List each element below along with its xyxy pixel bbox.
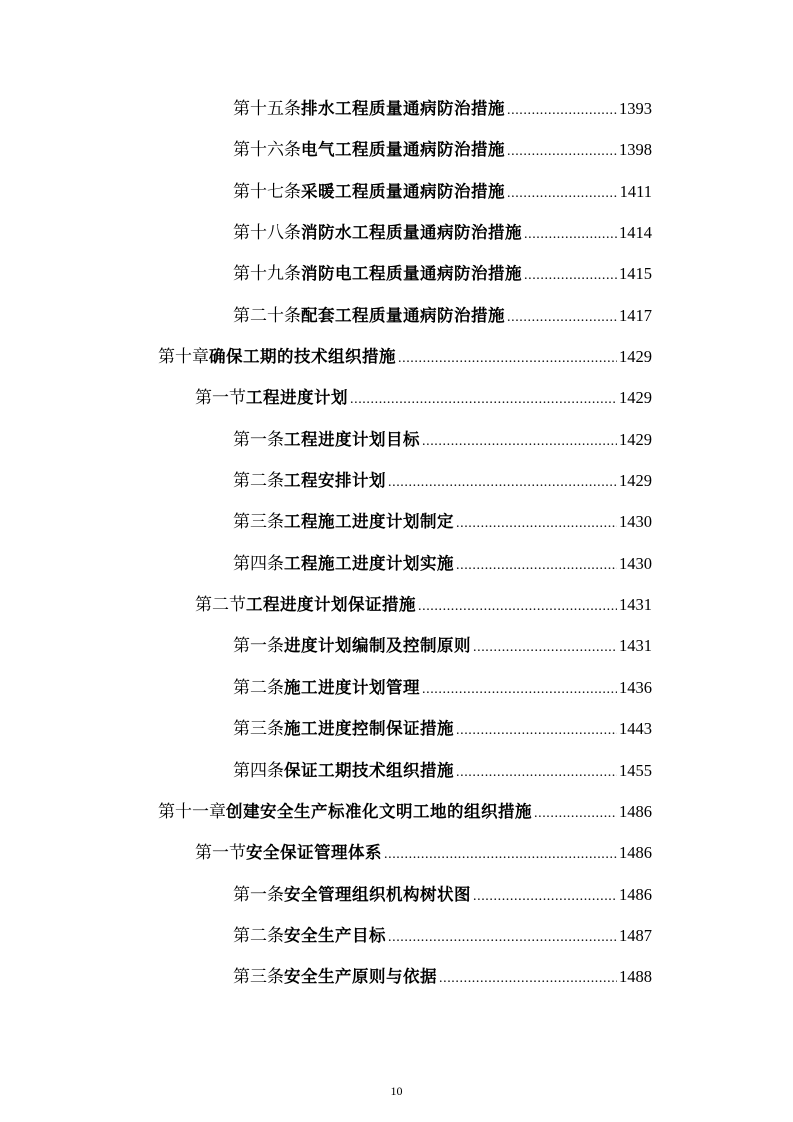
toc-entry-title: 安全生产原则与依据 (284, 967, 437, 987)
toc-dot-leader (473, 627, 617, 668)
table-of-contents (0, 88, 793, 998)
toc-entry-page: 1431 (619, 636, 652, 656)
toc-entry-prefix: 第一条 (233, 636, 284, 657)
toc-entry-section-2[interactable] (0, 584, 793, 625)
toc-dot-leader (507, 297, 617, 338)
toc-dot-leader (456, 752, 617, 793)
toc-entry-article-2[interactable] (0, 915, 793, 956)
toc-entry-section-1[interactable] (0, 377, 793, 418)
toc-entry-title: 工程进度计划 (246, 388, 348, 408)
toc-entry-prefix: 第十一章 (158, 801, 226, 822)
toc-entry-page: 1429 (619, 388, 652, 408)
toc-entry-title: 工程进度计划目标 (284, 429, 420, 449)
toc-entry-title: 工程施工进度计划制定 (284, 512, 454, 532)
toc-dot-leader (439, 958, 617, 999)
toc-dot-leader (456, 503, 617, 544)
toc-dot-leader (524, 214, 617, 255)
toc-entry-chapter-11[interactable] (0, 791, 793, 832)
toc-entry-title: 安全生产目标 (284, 925, 386, 945)
toc-dot-leader (398, 338, 617, 379)
toc-entry-article-17[interactable] (0, 171, 793, 212)
toc-entry-prefix: 第十七条 (233, 181, 301, 202)
toc-entry-page: 1431 (619, 595, 652, 615)
toc-entry-page: 1488 (619, 967, 652, 987)
toc-entry-title: 施工进度计划管理 (284, 677, 420, 697)
toc-entry-article-20[interactable] (0, 295, 793, 336)
toc-entry-prefix: 第三条 (233, 719, 284, 740)
toc-entry-prefix: 第二十条 (233, 305, 301, 326)
toc-entry-article-3[interactable] (0, 708, 793, 749)
toc-entry-chapter-10[interactable] (0, 336, 793, 377)
toc-entry-article-18[interactable] (0, 212, 793, 253)
toc-entry-title: 消防电工程质量通病防治措施 (301, 264, 522, 284)
toc-dot-leader (507, 173, 618, 214)
toc-entry-section-1[interactable] (0, 832, 793, 873)
toc-entry-article-3[interactable] (0, 501, 793, 542)
toc-entry-title: 采暖工程质量通病防治措施 (301, 181, 505, 201)
toc-entry-prefix: 第十九条 (233, 264, 301, 285)
toc-entry-article-4[interactable] (0, 543, 793, 584)
toc-entry-page: 1429 (619, 429, 652, 449)
toc-entry-title: 排水工程质量通病防治措施 (301, 99, 505, 118)
toc-entry-page: 1487 (619, 925, 652, 945)
toc-entry-article-3[interactable] (0, 956, 793, 997)
toc-entry-title: 配套工程质量通病防治措施 (301, 305, 505, 325)
toc-entry-page: 1429 (619, 471, 652, 491)
toc-entry-page: 1436 (619, 677, 652, 697)
toc-dot-leader (418, 586, 617, 627)
toc-entry-page: 1429 (619, 347, 652, 367)
toc-entry-prefix: 第十章 (158, 347, 209, 368)
toc-entry-title: 安全管理组织机构树状图 (284, 884, 471, 904)
toc-entry-title: 工程进度计划保证措施 (246, 595, 416, 615)
toc-entry-page: 1415 (619, 264, 652, 284)
toc-entry-article-19[interactable] (0, 253, 793, 294)
toc-entry-prefix: 第二条 (233, 925, 284, 946)
toc-entry-article-1[interactable] (0, 625, 793, 666)
toc-entry-article-4[interactable] (0, 750, 793, 791)
toc-entry-page: 1443 (619, 719, 652, 739)
toc-entry-page: 1411 (619, 181, 652, 201)
toc-dot-leader (524, 255, 617, 296)
toc-entry-prefix: 第二条 (233, 471, 284, 492)
toc-dot-leader (422, 421, 617, 462)
toc-dot-leader (384, 834, 617, 875)
toc-entry-prefix: 第三条 (233, 512, 284, 533)
toc-entry-article-2[interactable] (0, 460, 793, 501)
toc-entry-prefix: 第一节 (195, 388, 246, 409)
toc-entry-article-1[interactable] (0, 874, 793, 915)
toc-entry-title: 消防水工程质量通病防治措施 (301, 223, 522, 243)
toc-entry-title: 电气工程质量通病防治措施 (301, 140, 505, 160)
toc-dot-leader (388, 462, 617, 503)
toc-entry-title: 确保工期的技术组织措施 (209, 347, 396, 367)
toc-entry-page: 1486 (619, 801, 652, 821)
toc-dot-leader (456, 545, 617, 586)
toc-entry-page: 1430 (619, 512, 652, 532)
toc-entry-article-16[interactable] (0, 129, 793, 170)
toc-entry-prefix: 第二节 (195, 595, 246, 616)
toc-dot-leader (507, 131, 617, 172)
toc-entry-article-15[interactable] (0, 88, 793, 129)
toc-entry-prefix: 第一条 (233, 429, 284, 450)
toc-entry-prefix: 第十八条 (233, 223, 301, 244)
toc-entry-title: 安全保证管理体系 (246, 843, 382, 863)
toc-dot-leader (456, 710, 617, 751)
toc-dot-leader (473, 876, 617, 917)
toc-entry-prefix: 第十五条 (233, 99, 301, 119)
toc-entry-title: 创建安全生产标准化文明工地的组织措施 (226, 801, 532, 821)
toc-entry-page: 1455 (619, 760, 652, 780)
toc-entry-prefix: 第一节 (195, 843, 246, 864)
toc-entry-page: 1393 (619, 99, 652, 118)
toc-entry-article-2[interactable] (0, 667, 793, 708)
toc-entry-page: 1417 (619, 305, 652, 325)
toc-dot-leader (534, 793, 617, 834)
toc-entry-prefix: 第二条 (233, 677, 284, 698)
toc-entry-title: 进度计划编制及控制原则 (284, 636, 471, 656)
toc-entry-page: 1486 (619, 843, 652, 863)
toc-entry-page: 1398 (619, 140, 652, 160)
toc-entry-page: 1430 (619, 553, 652, 573)
toc-dot-leader (422, 669, 617, 710)
toc-entry-article-1[interactable] (0, 419, 793, 460)
toc-entry-title: 保证工期技术组织措施 (284, 760, 454, 780)
toc-entry-prefix: 第十六条 (233, 140, 301, 161)
toc-dot-leader (350, 379, 617, 420)
toc-dot-leader (388, 917, 617, 958)
toc-entry-prefix: 第四条 (233, 760, 284, 781)
toc-entry-page: 1486 (619, 884, 652, 904)
toc-entry-title: 施工进度控制保证措施 (284, 719, 454, 739)
toc-entry-title: 工程安排计划 (284, 471, 386, 491)
toc-dot-leader (507, 90, 617, 131)
toc-entry-page: 1414 (619, 223, 652, 243)
toc-entry-prefix: 第三条 (233, 967, 284, 988)
toc-entry-title: 工程施工进度计划实施 (284, 553, 454, 573)
page-number: 10 (390, 1084, 403, 1098)
toc-entry-prefix: 第一条 (233, 884, 284, 905)
toc-entry-prefix: 第四条 (233, 553, 284, 574)
